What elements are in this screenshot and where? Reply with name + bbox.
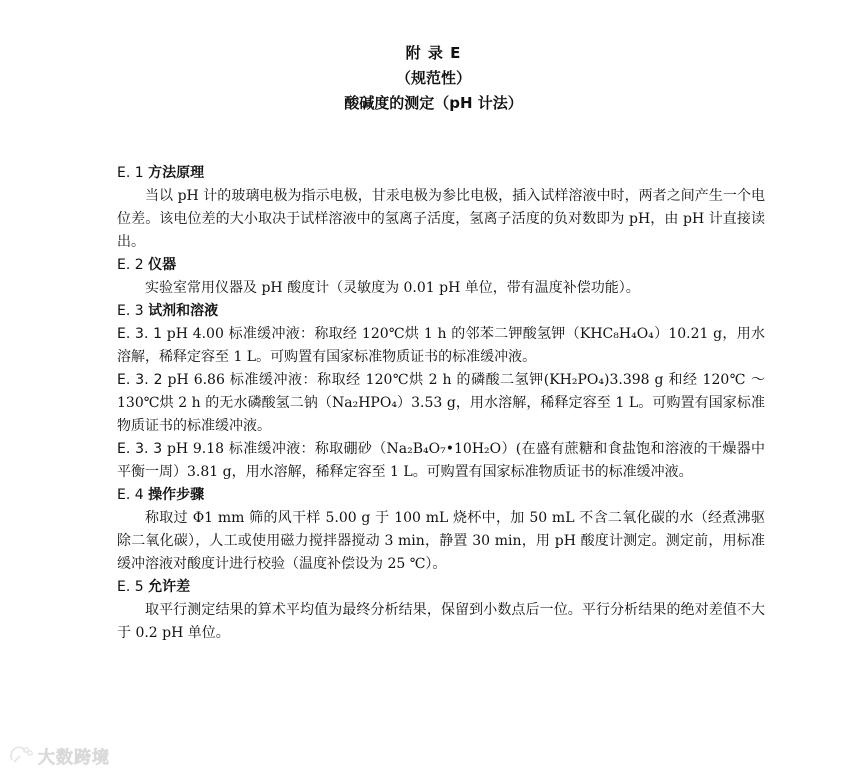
paragraph bbox=[117, 369, 765, 438]
clause-number: E. 3. 2 bbox=[117, 372, 168, 388]
section-number: E. 3 bbox=[117, 303, 149, 319]
section-heading bbox=[117, 300, 765, 323]
paragraph bbox=[117, 599, 765, 645]
section-number: E. 5 bbox=[117, 579, 149, 595]
paragraph bbox=[117, 507, 765, 576]
paragraph-text: pH 9.18 标准缓冲液：称取硼砂（Na₂B₄O₇•10H₂O）(在盛有蔗糖和食盐饱和溶液的干燥器中平衡一周）3.81 g，用水溶解，稀释定容至 1 L。可购置有国家标准物质证书的标准缓冲液。 bbox=[117, 441, 765, 480]
section-heading bbox=[117, 254, 765, 277]
appendix-type: （规范性） bbox=[395, 69, 471, 87]
appendix-heading: 附 录 E bbox=[405, 44, 462, 62]
section-number: E. 1 bbox=[117, 165, 149, 181]
section-heading bbox=[117, 484, 765, 507]
section-title: 允许差 bbox=[148, 579, 191, 595]
paragraph-text: 实验室常用仪器及 pH 酸度计（灵敏度为 0.01 pH 单位，带有温度补偿功能）。 bbox=[145, 280, 640, 296]
paragraph-text: 称取过 Φ1 mm 筛的风干样 5.00 g 于 100 mL 烧杯中，加 50 mL 不含二氧化碳的水（经煮沸驱除二氧化碳），人工或使用磁力搅拌器搅动 3 min，静置 30 min，用 pH 酸度计测定。测定前，用标准缓冲溶液对酸度计进行校验（温度补偿设为 25 ℃）。 bbox=[117, 510, 765, 572]
paragraph bbox=[117, 438, 765, 484]
watermark-text: 大数跨境 bbox=[38, 747, 110, 768]
section-heading bbox=[117, 576, 765, 599]
section-number: E. 4 bbox=[117, 487, 149, 503]
appendix-title: 酸碱度的测定（pH 计法） bbox=[344, 94, 523, 112]
section-title: 仪器 bbox=[148, 257, 177, 273]
paragraph bbox=[117, 277, 765, 300]
section-heading bbox=[117, 162, 765, 185]
clause-number: E. 3. 3 bbox=[117, 441, 167, 457]
paragraph bbox=[117, 185, 765, 254]
paragraph-text: 取平行测定结果的算术平均值为最终分析结果，保留到小数点后一位。平行分析结果的绝对差值不大于 0.2 pH 单位。 bbox=[117, 602, 765, 641]
section-title: 方法原理 bbox=[148, 165, 205, 181]
clause-number: E. 3. 1 bbox=[117, 326, 167, 342]
section-number: E. 2 bbox=[117, 257, 149, 273]
paragraph-text: pH 6.86 标准缓冲液：称取经 120℃烘 2 h 的磷酸二氢钾(KH₂PO₄)3.398 g 和经 120℃ ～130℃烘 2 h 的无水磷酸氢二钠（Na₂HPO₄）3.53 g，用水溶解，稀释定容至 1 L。可购置有国家标准物质证书的标准缓冲液。 bbox=[117, 372, 765, 434]
document-body bbox=[117, 162, 765, 645]
paragraph bbox=[117, 323, 765, 369]
watermark bbox=[8, 742, 110, 768]
paragraph-text: pH 4.00 标准缓冲液：称取经 120℃烘 1 h 的邻苯二钾酸氢钾（KHC₈H₄O₄）10.21 g，用水溶解，稀释定容至 1 L。可购置有国家标准物质证书的标准缓冲液。 bbox=[117, 326, 765, 365]
paragraph-text: 当以 pH 计的玻璃电极为指示电极，甘汞电极为参比电极，插入试样溶液中时，两者之间产生一个电位差。该电位差的大小取决于试样溶液中的氢离子活度，氢离子活度的负对数即为 pH，由 pH 计直接读出。 bbox=[117, 188, 765, 250]
section-title: 试剂和溶液 bbox=[148, 303, 219, 319]
section-title: 操作步骤 bbox=[148, 487, 205, 503]
logo-icon bbox=[8, 744, 34, 766]
